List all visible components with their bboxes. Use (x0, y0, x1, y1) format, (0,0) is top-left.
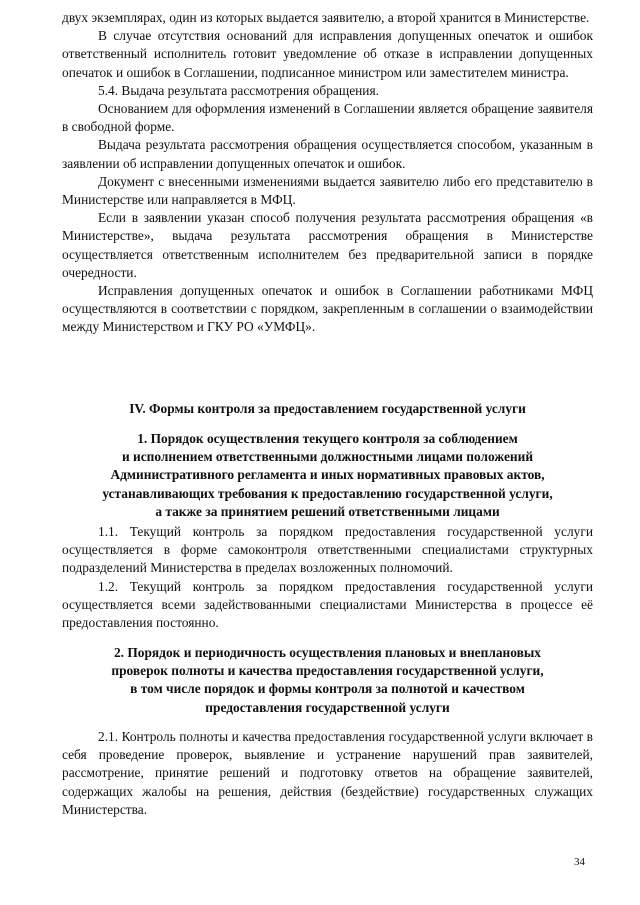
title-line: предоставления государственной услуги (205, 699, 450, 715)
title-line: Административного регламента и иных нормативных правовых актов, (110, 467, 545, 483)
paragraph-5-4: 5.4. Выдача результата рассмотрения обращения. (98, 82, 379, 98)
paragraph-mfc: Исправления допущенных опечаток и ошибок в Соглашении работниками МФЦ осуществляются в соответствии с порядком, закрепленным в соглашении о взаимодействии между Министерством и ГКУ РО «УМФЦ». (62, 283, 593, 335)
subsection-2-title (62, 644, 593, 717)
paragraph-1-1: 1.1. Текущий контроль за порядком предоставления государственной услуги осуществляется в форме самоконтроля ответственными специалистами структурных подразделений Министерства в пределах возложенных полномочий. (62, 524, 593, 576)
subsection-2 (62, 644, 593, 717)
title-line: 2. Порядок и периодичность осуществления плановых и внеплановых (113, 645, 541, 660)
paragraph-ministry: Если в заявлении указан способ получения результата рассмотрения обращения «в Министерстве», выдача результата рассмотрения обращения в Министерстве осуществляется ответственным исполнителем без предварительной записи в порядке очередности. (62, 210, 593, 280)
subsection-1-title (62, 430, 593, 521)
paragraph-2-1: 2.1. Контроль полноты и качества предоставления государственной услуги включает в себя проведение проверок, выявление и устранение нарушений прав заявителей, рассмотрение, принятие решений и подготовку ответов на обращение заявителей, содержащих жалобы на решения, действия (бездействие) государственных служащих Министерства. (62, 729, 593, 817)
title-line: устанавливающих требования к предоставлению государственной услуги, (102, 485, 553, 501)
paragraph-1-2: 1.2. Текущий контроль за порядком предоставления государственной услуги осуществляется всеми задействованными специалистами Министерства в процессе её предоставления постоянно. (62, 578, 593, 631)
title-line: в том числе порядок и формы контроля за полнотой и качеством (130, 681, 525, 697)
subsection-2-body (62, 728, 593, 819)
paragraph-basis: Основанием для оформления изменений в Соглашении является обращение заявителя в свободной форме. (62, 101, 593, 135)
paragraph-continuation: двух экземплярах, один из которых выдается заявителю, а второй хранится в Министерстве. (62, 10, 590, 25)
paragraph-issuance: Выдача результата рассмотрения обращения осуществляется способом, указанным в заявлении об исправлении допущенных опечаток и ошибок. (62, 137, 593, 171)
title-line: и исполнением ответственными должностными лицами положений (121, 449, 534, 465)
paragraph-refusal: В случае отсутствия оснований для исправления допущенных опечаток и ошибок ответственный исполнитель готовит уведомление об отказе в исправлении допущенных опечаток и ошибок в Соглашении, подписанное министром или заместителем министра. (62, 28, 593, 80)
top-text-block (62, 9, 593, 337)
page-number: 34 (574, 856, 585, 868)
title-line: проверок полноты и качества предоставления государственной услуги, (111, 663, 544, 679)
subsection-1 (62, 430, 593, 521)
title-line: 1. Порядок осуществления текущего контроля за соблюдением (137, 431, 518, 446)
paragraph-document: Документ с внесенными изменениями выдается заявителю либо его представителю в Министерстве или направляется в МФЦ. (62, 173, 593, 208)
section-title: IV. Формы контроля за предоставлением государственной услуги (129, 401, 526, 416)
subsection-1-body (62, 523, 593, 632)
title-line: а также за принятием решений ответственными лицами (155, 503, 500, 519)
